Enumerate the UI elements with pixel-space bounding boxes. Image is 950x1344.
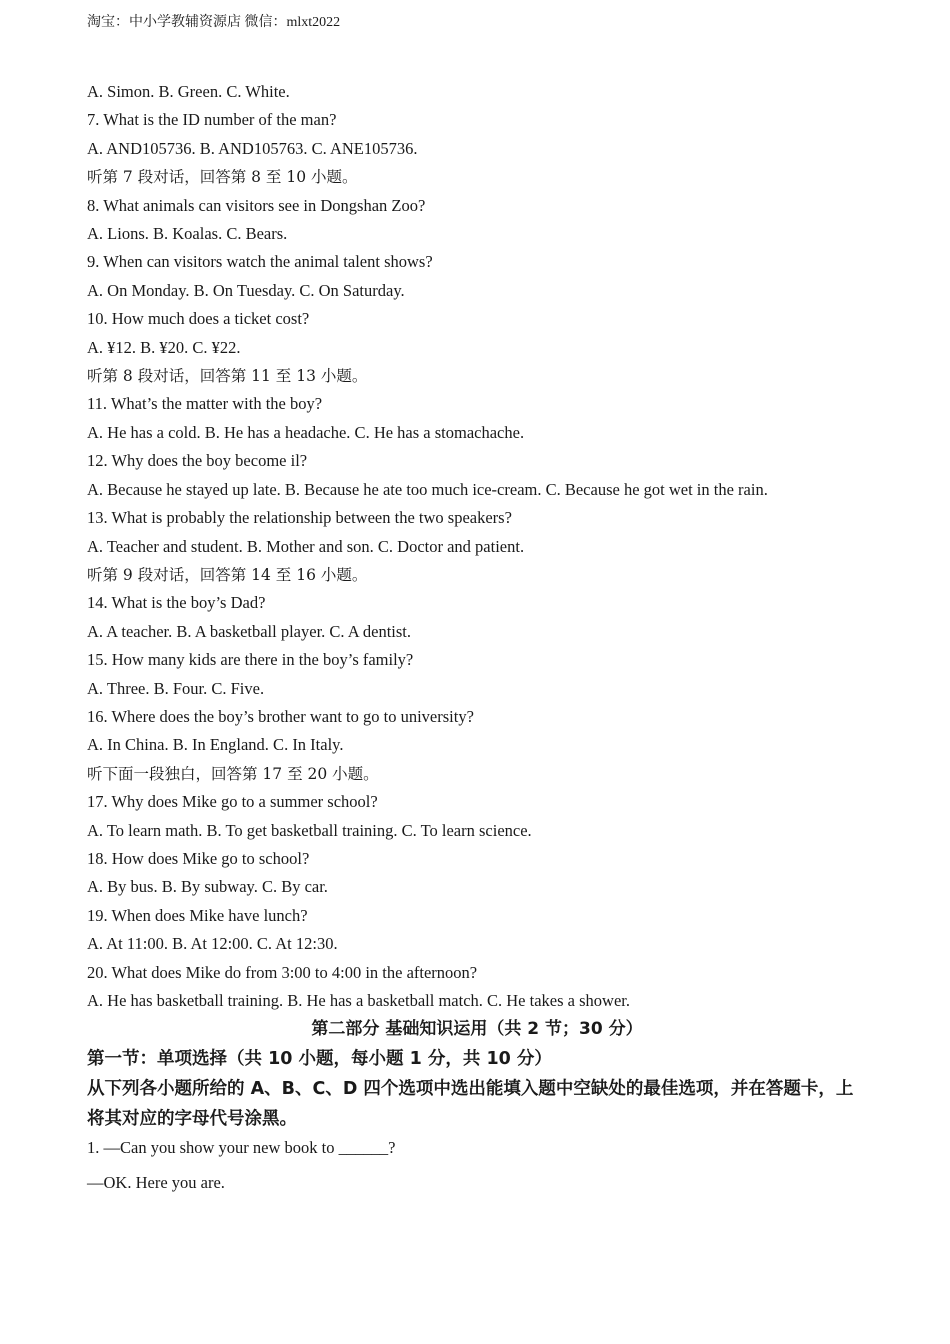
options-line: A. On Monday. B. On Tuesday. C. On Saturday. — [87, 280, 405, 300]
question-14: 14. What is the boy’s Dad? — [87, 593, 266, 613]
page-header: 淘宝：中小学教辅资源店 微信：mlxt2022 — [87, 15, 341, 30]
question-10: 10. How much does a ticket cost? — [87, 309, 310, 329]
section-one-heading: 第一节：单项选择（共 10 小题，每小题 1 分，共 10 分） — [87, 1049, 552, 1070]
options-line: A. ¥12. B. ¥20. C. ¥22. — [87, 337, 241, 357]
section-instruction: 从下列各小题所给的 A、B、C、D 四个选项中选出能填入题中空缺处的最佳选项，并在答题卡，上将其对应的字母代号涂黑。 — [87, 1079, 854, 1130]
options-line: A. Simon. B. Green. C. White. — [87, 82, 290, 101]
options-line: A. A teacher. B. A basketball player. C. A dentist. — [87, 621, 412, 641]
options-line: A. Because he stayed up late. B. Because he ate too much ice-cream. C. Because he got wet in the rain. — [87, 479, 768, 499]
options-line: A. To learn math. B. To get basketball training. C. To learn science. — [87, 820, 532, 840]
question-8: 8. What animals can visitors see in Dongshan Zoo? — [87, 195, 426, 215]
question-18: 18. How does Mike go to school? — [87, 848, 310, 868]
question-13: 13. What is probably the relationship between the two speakers? — [87, 508, 512, 528]
options-line: A. Three. B. Four. C. Five. — [87, 678, 265, 698]
options-line: A. He has basketball training. B. He has a basketball match. C. He takes a shower. — [87, 991, 630, 1010]
question-20: 20. What does Mike do from 3:00 to 4:00 in the afternoon? — [87, 962, 478, 982]
options-line: A. He has a cold. B. He has a headache. C. He has a stomachache. — [87, 422, 525, 442]
document-body — [87, 78, 867, 1197]
question-12: 12. Why does the boy become il? — [87, 451, 308, 471]
options-line: A. At 11:00. B. At 12:00. C. At 12:30. — [87, 934, 338, 954]
question-11: 11. What’s the matter with the boy? — [87, 394, 323, 414]
question-19: 19. When does Mike have lunch? — [87, 905, 308, 925]
question-16: 16. Where does the boy’s brother want to go to university? — [87, 706, 474, 726]
question-1-prompt: 1. —Can you show your new book to ______? — [87, 1138, 396, 1158]
question-17: 17. Why does Mike go to a summer school? — [87, 792, 378, 812]
options-line: A. Teacher and student. B. Mother and son. C. Doctor and patient. — [87, 536, 525, 556]
dialogue-instruction: 听第 7 段对话，回答第 8 至 10 小题。 — [87, 168, 358, 187]
question-15: 15. How many kids are there in the boy’s family? — [87, 650, 414, 670]
options-line: A. Lions. B. Koalas. C. Bears. — [87, 224, 288, 244]
options-line: A. In China. B. In England. C. In Italy. — [87, 735, 344, 755]
part-two-title: 第二部分 基础知识运用（共 2 节；30 分） — [311, 1019, 643, 1040]
question-1-reply: —OK. Here you are. — [87, 1173, 225, 1193]
dialogue-instruction: 听第 9 段对话，回答第 14 至 16 小题。 — [87, 565, 368, 584]
options-line: A. AND105736. B. AND105763. C. ANE105736. — [87, 138, 418, 158]
options-line: A. By bus. B. By subway. C. By car. — [87, 877, 328, 897]
dialogue-instruction: 听第 8 段对话，回答第 11 至 13 小题。 — [87, 367, 368, 386]
question-9: 9. When can visitors watch the animal talent shows? — [87, 252, 433, 272]
question-7: 7. What is the ID number of the man? — [87, 110, 337, 130]
monologue-instruction: 听下面一段独白，回答第 17 至 20 小题。 — [87, 764, 379, 783]
